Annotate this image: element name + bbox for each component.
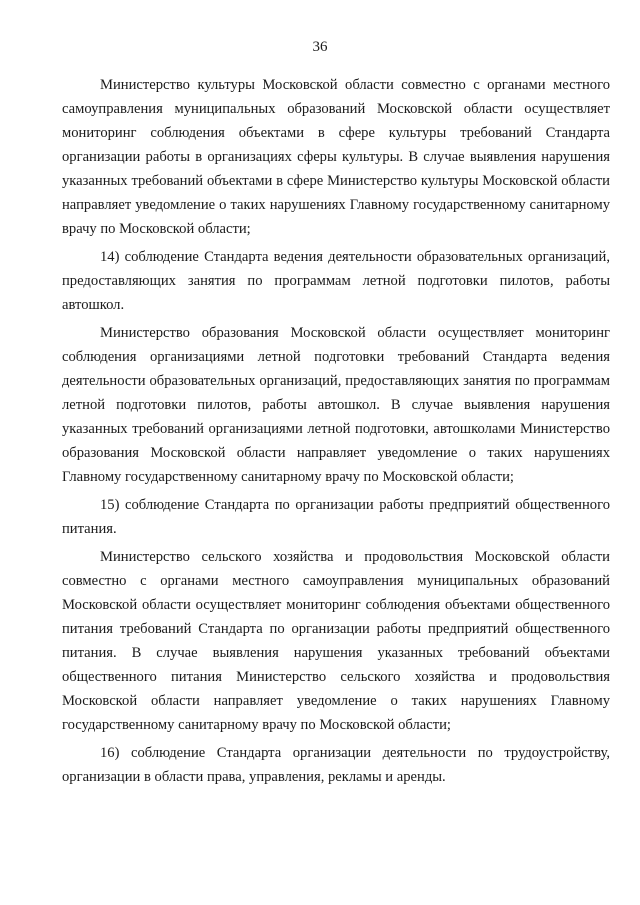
- paragraph-agriculture-monitoring: Министерство сельского хозяйства и продовольствия Московской области совместно с органами местного самоуправления муниципальных образований Московской области осуществляет мониторинг соблюдения объектами общественного питания требований Стандарта по организации работы предприятий общественного питания. В случае выявления нарушения указанных требований объектами общественного питания Министерство сельского хозяйства и продовольствия Московской области направляет уведомление о таких нарушениях Главному государственному санитарному врачу по Московской области;: [62, 549, 610, 733]
- page-number: 36: [312, 39, 328, 55]
- paragraph-culture-monitoring: Министерство культуры Московской области совместно с органами местного самоуправления муниципальных образований Московской области осуществляет мониторинг соблюдения объектами в сфере культуры требований Стандарта организации работы в организациях сферы культуры. В случае выявления нарушения указанных требований объектами в сфере Министерство культуры Московской области направляет уведомление о таких нарушениях Главному государственному санитарному врачу по Московской области;: [62, 77, 610, 237]
- paragraph-item-14: 14) соблюдение Стандарта ведения деятельности образовательных организаций, предоставляющих занятия по программам летной подготовки пилотов, работы автошкол.: [62, 249, 610, 313]
- paragraph-education-monitoring: Министерство образования Московской области осуществляет мониторинг соблюдения организациями летной подготовки требований Стандарта ведения деятельности образовательных организаций, предоставляющих занятия по программам летной подготовки пилотов, работы автошкол. В случае выявления нарушения указанных требований организациями летной подготовки, автошколами Министерство образования Московской области направляет уведомление о таких нарушениях Главному государственному санитарному врачу по Московской области;: [62, 325, 610, 485]
- paragraph-item-16: 16) соблюдение Стандарта организации деятельности по трудоустройству, организации в области права, управления, рекламы и аренды.: [62, 745, 610, 785]
- paragraph-item-15: 15) соблюдение Стандарта по организации работы предприятий общественного питания.: [62, 497, 610, 537]
- document-body: [62, 73, 610, 793]
